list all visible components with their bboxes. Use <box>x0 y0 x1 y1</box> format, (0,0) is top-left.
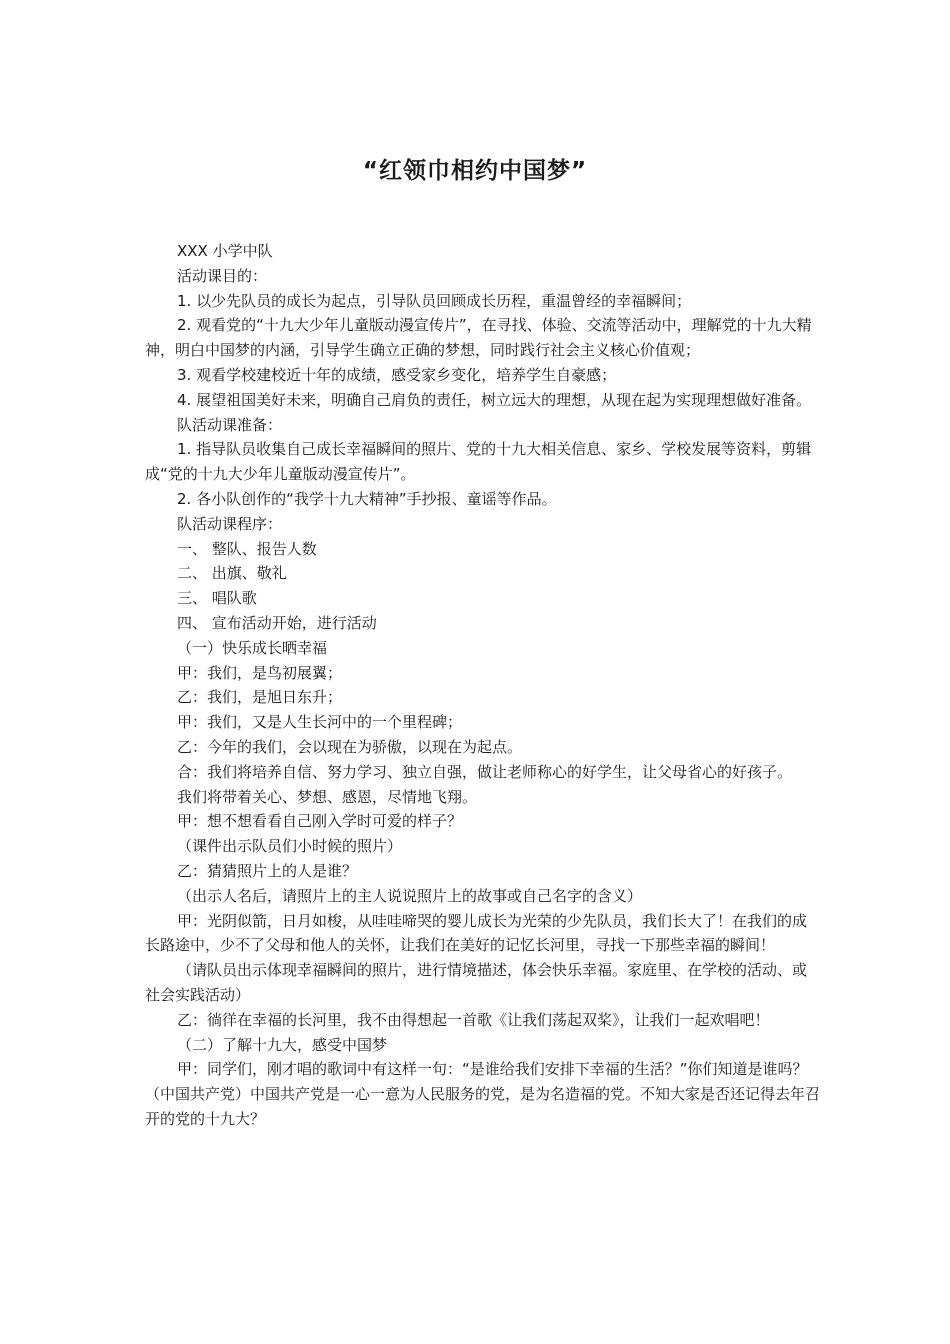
paragraph-objective-2: 2. 观看党的“十九大少年儿童版动漫宣传片”，在寻找、体验、交流等活动中，理解党的十九大精神，明白中国梦的内涵，引导学生确立正确的梦想，同时践行社会主义核心价值观； <box>145 316 812 360</box>
paragraph-preparation-heading: 队活动课准备： <box>177 415 283 434</box>
paragraph-dialogue: 甲：同学们，刚才唱的歌词中有这样一句：“是谁给我们安排下幸福的生活？”你们知道是谁吗？（中国共产党）中国共产党是一心一意为人民服务的党，是为名造福的党。不知大家是否还记得去年召开的党的十九大？ <box>145 1060 821 1128</box>
paragraph-procedure-heading: 队活动课程序： <box>177 514 283 533</box>
paragraph-dialogue: 乙：我们，是旭日东升； <box>177 688 343 707</box>
document-title: “红领巾相约中国梦” <box>362 158 588 184</box>
paragraph-procedure-1: 一、 整队、报告人数 <box>177 539 317 558</box>
paragraph-procedure-4: 四、 宣布活动开始，进行活动 <box>177 613 377 632</box>
paragraph-section-1-heading: （一）快乐成长晒幸福 <box>177 638 328 657</box>
paragraph-dialogue: 合：我们将培养自信、努力学习、独立自强，做让老师称心的好学生，让父母省心的好孩子。 <box>177 762 793 781</box>
paragraph-stage-note: （课件出示队员们小时候的照片） <box>177 837 403 856</box>
paragraph-objectives-heading: 活动课目的： <box>177 266 268 285</box>
paragraph-preparation-2: 2. 各小队创作的“我学十九大精神”手抄报、童谣等作品。 <box>177 489 557 508</box>
paragraph-procedure-2: 二、 出旗、敬礼 <box>177 564 287 583</box>
paragraph-dialogue: 甲：想不想看看自己刚入学时可爱的样子？ <box>177 812 463 831</box>
paragraph-dialogue: 乙：今年的我们，会以现在为骄傲，以现在为起点。 <box>177 737 523 756</box>
paragraph-dialogue: 我们将带着关心、梦想、感恩，尽情地飞翔。 <box>177 787 478 806</box>
paragraph-dialogue: 甲：光阴似箭，日月如梭，从哇哇啼哭的婴儿成长为光荣的少先队员，我们长大了！在我们的成长路途中，少不了父母和他人的关怀，让我们在美好的记忆长河里，寻找一下那些幸福的瞬间！ <box>145 911 808 955</box>
paragraph-objective-4: 4. 展望祖国美好未来，明确自己肩负的责任，树立远大的理想，从现在起为实现理想做好准备。 <box>177 390 812 409</box>
paragraph-stage-note: （请队员出示体现幸福瞬间的照片，进行情境描述，体会快乐幸福。家庭里、在学校的活动、或社会实践活动） <box>145 961 808 1004</box>
paragraph-objective-1: 1. 以少先队员的成长为起点，引导队员回顾成长历程，重温曾经的幸福瞬间； <box>177 291 692 310</box>
paragraph-dialogue: 甲：我们，是鸟初展翼； <box>177 663 343 682</box>
paragraph-preparation-1: 1. 指导队员收集自己成长幸福瞬间的照片、党的十九大相关信息、家乡、学校发展等资料，剪辑成“党的十九大少年儿童版动漫宣传片”。 <box>145 440 812 484</box>
paragraph-objective-3: 3. 观看学校建校近十年的成绩，感受家乡变化，培养学生自豪感； <box>177 365 617 384</box>
document-body <box>145 239 821 1132</box>
paragraph-stage-note: （出示人名后，请照片上的主人说说照片上的故事或自己名字的含义） <box>177 886 643 905</box>
paragraph-class-name: XXX 小学中队 <box>177 242 273 260</box>
paragraph-dialogue: 乙：猜猜照片上的人是谁？ <box>177 861 358 880</box>
paragraph-dialogue: 甲：我们，又是人生长河中的一个里程碑； <box>177 713 463 732</box>
paragraph-procedure-3: 三、 唱队歌 <box>177 589 257 608</box>
paragraph-dialogue: 乙：徜徉在幸福的长河里，我不由得想起一首歌《让我们荡起双桨》，让我们一起欢唱吧！ <box>177 1010 770 1029</box>
paragraph-section-2-heading: （二）了解十九大，感受中国梦 <box>177 1035 388 1054</box>
